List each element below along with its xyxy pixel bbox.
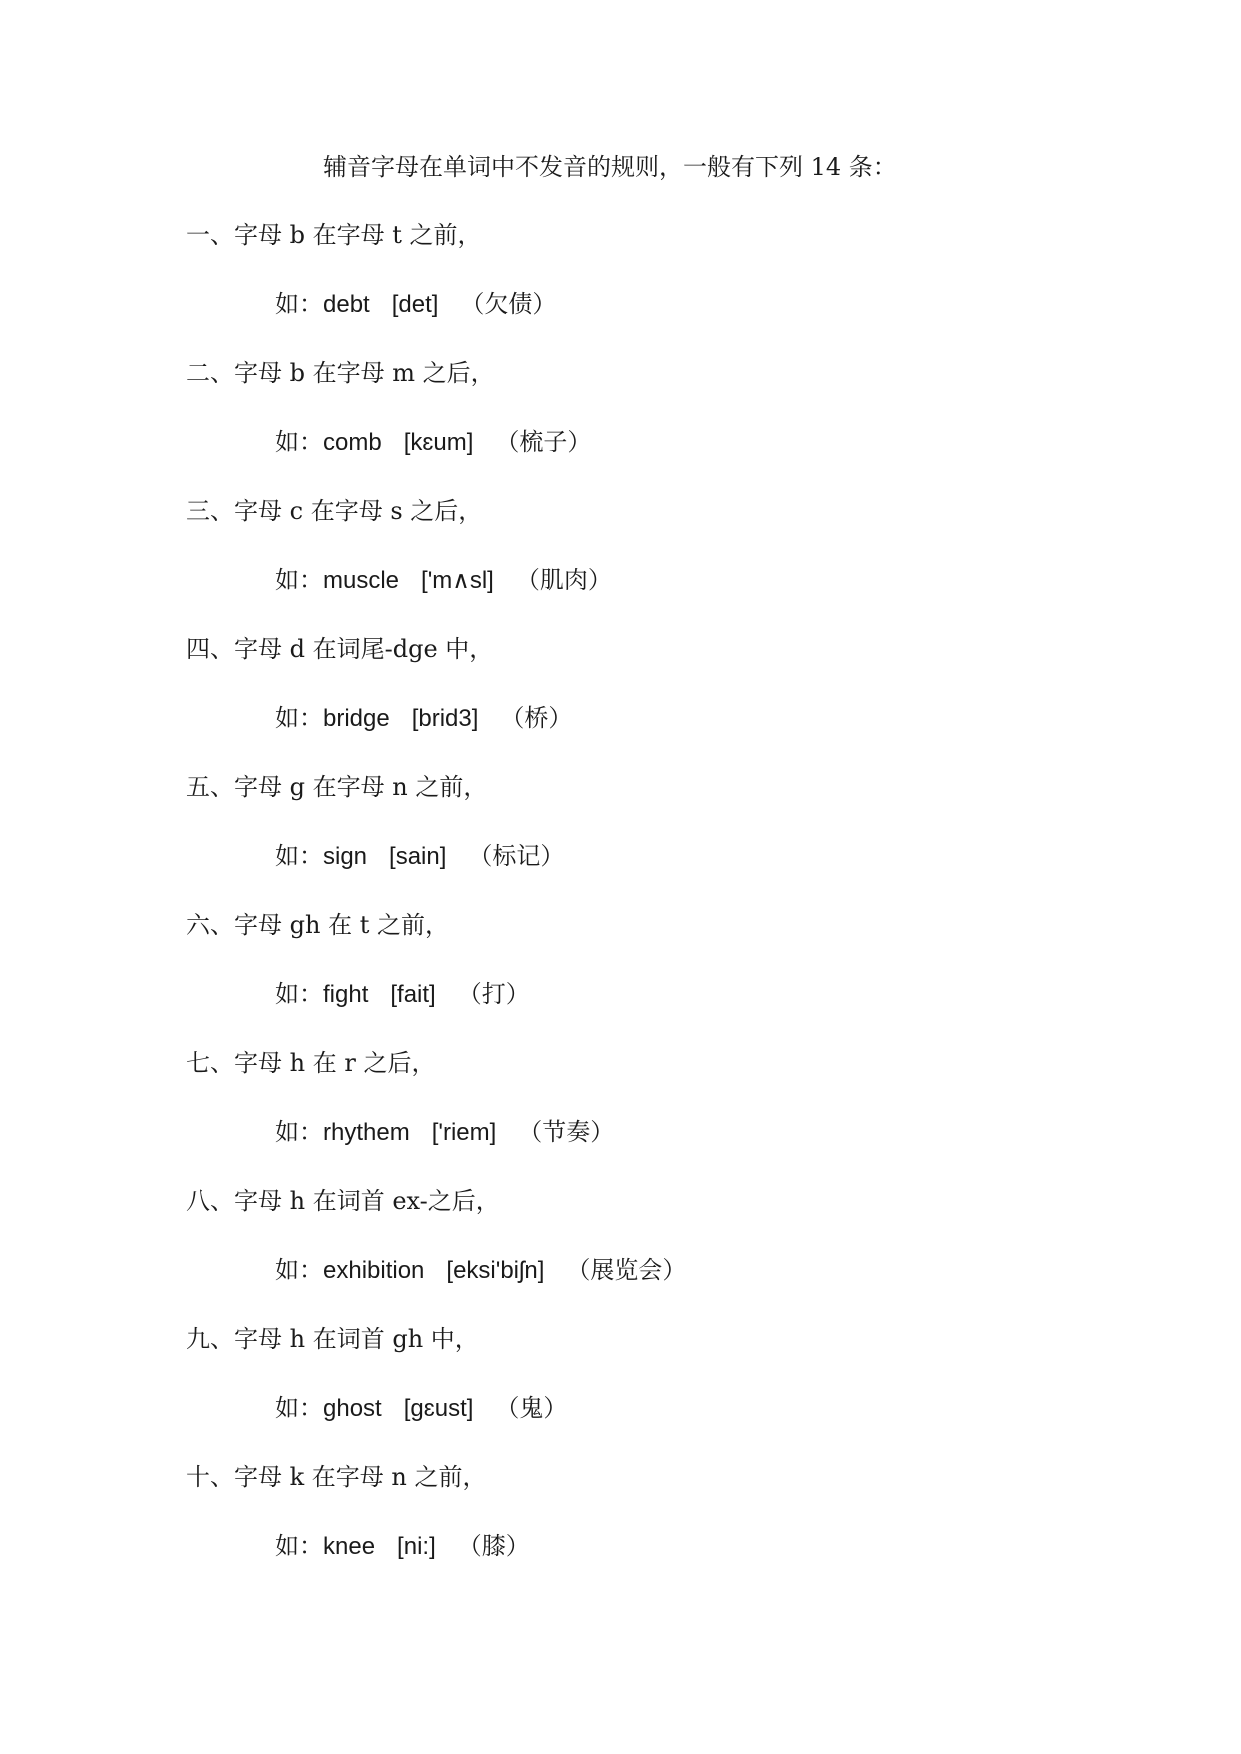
example-prefix: 如： (275, 1394, 323, 1422)
rule-example (186, 1253, 1186, 1322)
example-word: bridge (323, 705, 390, 732)
example-ipa: [ni:] (397, 1533, 436, 1560)
rule-example (186, 563, 1186, 632)
example-ipa: [eksi'biʃn] (446, 1257, 545, 1284)
example-prefix: 如： (275, 842, 323, 870)
example-meaning: （节奏） (518, 1118, 615, 1146)
rule-heading: 四、字母 d 在词尾-dge 中， (186, 635, 494, 663)
example-prefix: 如： (275, 980, 323, 1008)
rule-item (186, 770, 1186, 908)
rule-item (186, 908, 1186, 1046)
example-prefix: 如： (275, 1532, 323, 1560)
example-word: comb (323, 429, 382, 456)
rules-list (186, 218, 1186, 1598)
example-ipa: [det] (391, 291, 439, 318)
example-prefix: 如： (275, 290, 323, 318)
rule-item (186, 1184, 1186, 1322)
example-ipa: ['riem] (431, 1119, 497, 1146)
example-meaning: （展览会） (566, 1256, 687, 1284)
example-word: ghost (323, 1395, 382, 1422)
rule-heading: 八、字母 h 在词首 ex-之后， (186, 1187, 500, 1215)
rule-heading: 一、字母 b 在字母 t 之前， (186, 221, 482, 249)
rule-heading: 三、字母 c 在字母 s 之后， (186, 497, 483, 525)
example-word: sign (323, 843, 368, 870)
example-meaning: （桥） (500, 704, 573, 732)
example-meaning: （欠债） (460, 290, 557, 318)
rule-example (186, 425, 1186, 494)
rule-heading: 七、字母 h 在 r 之后， (186, 1049, 436, 1077)
example-prefix: 如： (275, 1118, 323, 1146)
rule-item (186, 494, 1186, 632)
rule-example (186, 977, 1186, 1046)
example-word: exhibition (323, 1257, 425, 1284)
rule-heading: 九、字母 h 在词首 gh 中， (186, 1325, 479, 1353)
rule-example (186, 701, 1186, 770)
rule-example (186, 1529, 1186, 1598)
example-word: knee (323, 1533, 376, 1560)
document-title: 辅音字母在单词中不发音的规则，一般有下列 14 条： (323, 153, 897, 181)
rule-heading: 六、字母 gh 在 t 之前， (186, 911, 449, 939)
example-ipa: [sain] (389, 843, 447, 870)
example-prefix: 如： (275, 428, 323, 456)
rule-example (186, 1391, 1186, 1460)
rule-item (186, 218, 1186, 356)
rule-example (186, 839, 1186, 908)
example-word: fight (323, 981, 369, 1008)
example-meaning: （肌肉） (515, 566, 612, 594)
rule-heading: 五、字母 g 在字母 n 之前， (186, 773, 488, 801)
rule-heading: 二、字母 b 在字母 m 之后， (186, 359, 495, 387)
rule-item (186, 1046, 1186, 1184)
example-ipa: [gɛust] (403, 1395, 474, 1422)
example-ipa: [fait] (390, 981, 436, 1008)
example-prefix: 如： (275, 704, 323, 732)
rule-example (186, 1115, 1186, 1184)
example-meaning: （梳子） (495, 428, 592, 456)
rule-item (186, 356, 1186, 494)
rule-item (186, 632, 1186, 770)
example-ipa: [kɛum] (403, 429, 474, 456)
example-meaning: （标记） (468, 842, 565, 870)
example-word: muscle (323, 567, 400, 594)
example-word: debt (323, 291, 370, 318)
example-meaning: （鬼） (495, 1394, 568, 1422)
example-word: rhythem (323, 1119, 410, 1146)
example-meaning: （膝） (457, 1532, 530, 1560)
rule-item (186, 1460, 1186, 1598)
rule-item (186, 1322, 1186, 1460)
example-ipa: [brid3] (411, 705, 479, 732)
example-prefix: 如： (275, 566, 323, 594)
rule-heading: 十、字母 k 在字母 n 之前， (186, 1463, 487, 1491)
rule-example (186, 287, 1186, 356)
example-meaning: （打） (457, 980, 530, 1008)
example-prefix: 如： (275, 1256, 323, 1284)
example-ipa: ['m∧sl] (421, 567, 494, 594)
